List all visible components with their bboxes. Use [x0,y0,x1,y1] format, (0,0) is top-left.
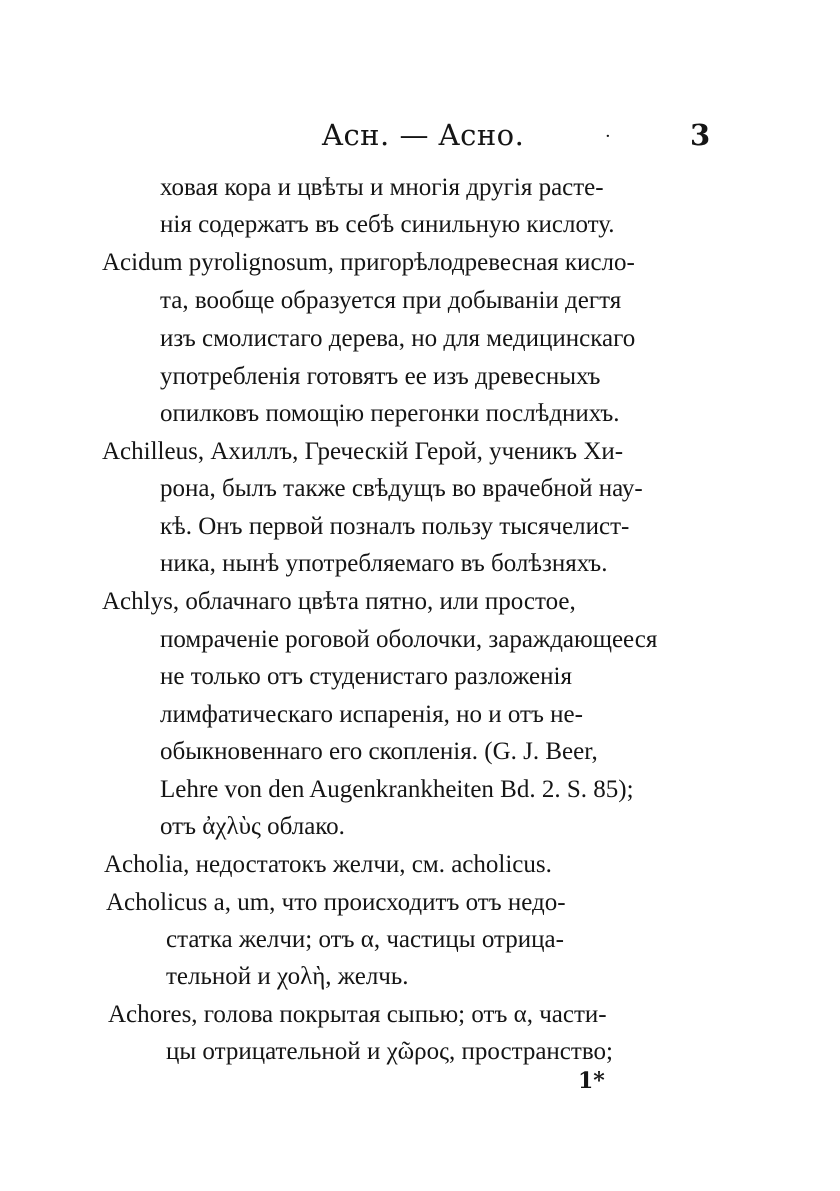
entry-line: Achlys, облачнаго цвѣта пятно, или простое, [102,588,576,615]
text-line: ховая кора и цвѣты и многія другія расте- [160,174,604,201]
text-line: употребленія готовятъ ее изъ древесныхъ [160,363,601,390]
page-number: 3 [690,118,711,152]
entry-line: Acholicus a, um, что происходитъ отъ недо- [106,889,566,916]
text-line: Lehre von den Augenkrankheiten Bd. 2. S. 85); [160,776,634,803]
text-line: опилковъ помощію перегонки послѣднихъ. [160,400,620,427]
text-line: отъ ἀχλὺς облако. [160,813,345,840]
text-line: изъ смолистаго дерева, но для медицинскаго [160,325,636,352]
signature-mark: 1* [578,1068,605,1094]
entry-line: Achilleus, Ахиллъ, Греческій Герой, ученикъ Хи- [102,438,624,465]
text-line: лимфатическаго испаренія, но и отъ не- [160,701,583,728]
text-line: кѣ. Онъ первой позналъ пользу тысячелист- [160,513,630,540]
text-line: статка желчи; отъ α, частицы отрица- [166,926,564,953]
entry-line: Acidum pyrolignosum, пригорѣлодревесная кисло- [102,249,635,276]
text-line: ника, нынѣ употребляемаго въ болѣзняхъ. [160,550,608,577]
running-title: Acн. — Acно. [322,118,525,152]
text-line: нія содержатъ въ себѣ синильную кислоту. [160,211,615,238]
text-line: рона, былъ также свѣдущъ во врачебной нау- [160,475,643,502]
stray-dot: · [605,126,611,147]
text-line: цы отрицательной и χῶρος, пространство; [166,1038,613,1065]
text-line: помраченіе роговой оболочки, зараждающееся [160,626,658,653]
entry-line: Achores, голова покрытая сыпью; отъ α, части- [108,1001,607,1028]
entry-line: Acholia, недостатокъ желчи, см. acholicus. [104,851,552,878]
running-head [0,118,840,158]
text-line: та, вообще образуется при добываніи дегтя [160,287,622,314]
text-line: обыкновеннаго его скопленія. (G. J. Beer, [160,738,598,765]
text-line: тельной и χολὴ, желчь. [166,963,409,990]
text-line: не только отъ студенистаго разложенія [160,663,572,690]
